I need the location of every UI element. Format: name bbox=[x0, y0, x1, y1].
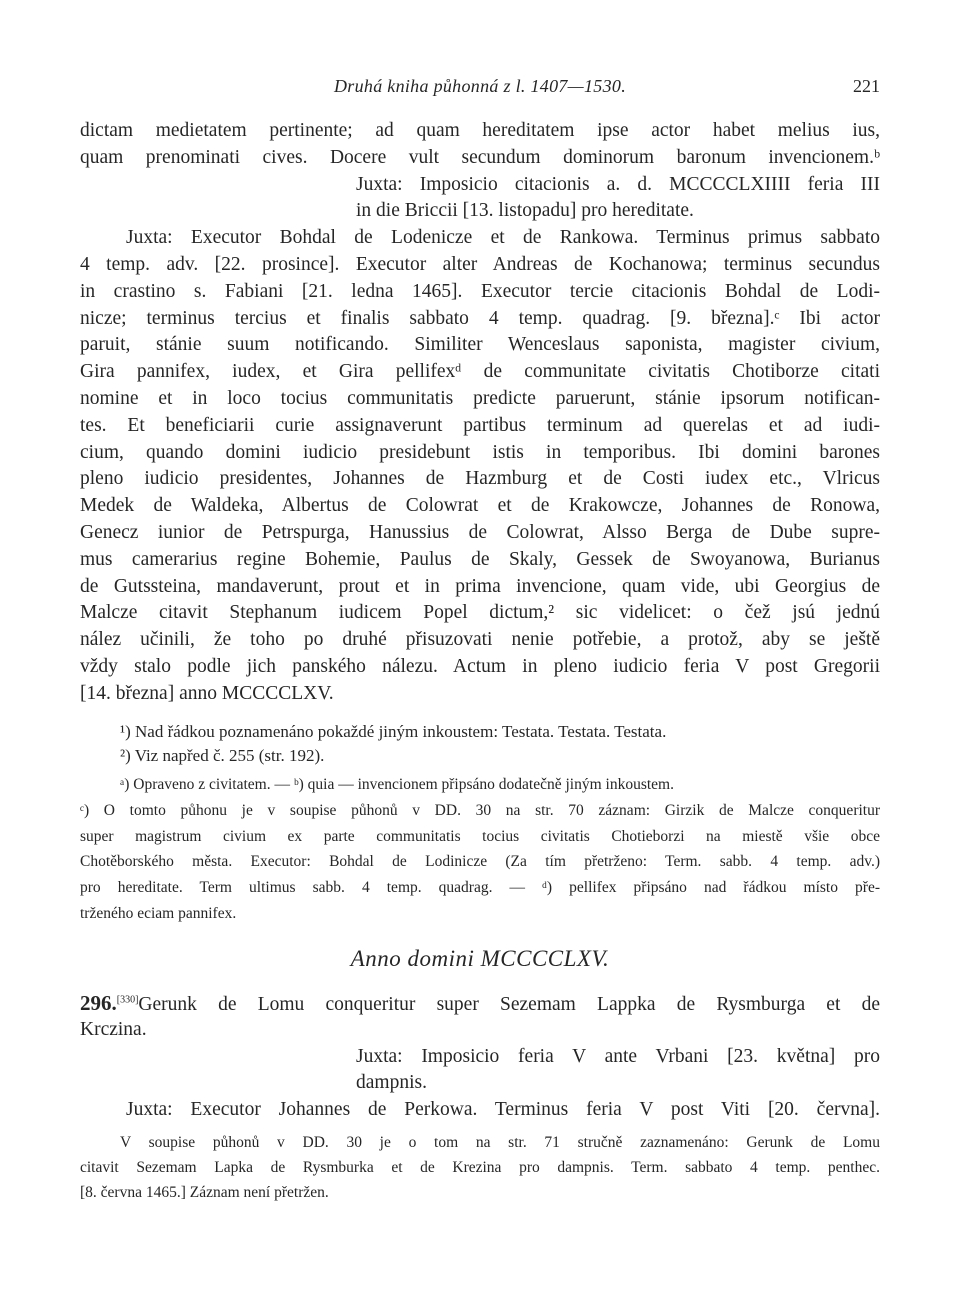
text-line: Gira pannifex, iudex, et Gira pellifexᵈ de communitate civitatis Chotiborze citati bbox=[80, 361, 880, 383]
text-line: in crastino s. Fabiani [21. ledna 1465]. Executor tercie citacionis Bohdal de Lodi- bbox=[80, 280, 880, 302]
text-line: vždy stalo podle jich panského nálezu. Actum in pleno iudicio feria V post Gregorii bbox=[80, 655, 880, 677]
text-line: Juxta: Imposicio feria V ante Vrbani [23. května] pro bbox=[356, 1045, 880, 1067]
entry-note-line: V soupise půhonů v DD. 30 je o tom na str. 71 stručně zaznamenáno: Gerunk de Lomu bbox=[120, 1134, 880, 1151]
text-line: dampnis. bbox=[356, 1072, 427, 1094]
text-line: nález učinili, že toho po druhé přisuzovati nenie potřebie, a protož, aby se ještě bbox=[80, 629, 880, 651]
text-line: in die Briccii [13. listopadu] pro hereditate. bbox=[356, 200, 694, 222]
text-line: nomine et in loco tocius communitatis predicte paruerunt, stánie ipsorum notifican- bbox=[80, 387, 880, 409]
text-line: quam prenominati cives. Docere vult secundum dominorum baronum invencionem.ᵇ bbox=[80, 146, 880, 168]
text-line: nicze; terminus tercius et finalis sabbato 4 temp. quadrag. [9. března].ᶜ Ibi actor bbox=[80, 307, 880, 329]
text-line: [14. března] anno MCCCCLXV. bbox=[80, 682, 334, 704]
text-line: Juxta: Executor Bohdal de Lodenicze et de Rankowa. Terminus primus sabbato bbox=[126, 227, 880, 249]
entry-number: 296. bbox=[80, 991, 117, 1015]
entry-text: Gerunk de Lomu conqueritur super Sezemam Lappka de Rysmburga et de bbox=[138, 994, 880, 1015]
page-number: 221 bbox=[853, 76, 880, 96]
text-line: mus camerarius regine Bohemie, Paulus de Skaly, Gessek de Swoyanowa, Burianus bbox=[80, 548, 880, 570]
critical-notes bbox=[80, 772, 880, 927]
critical-note-line: trženého eciam pannifex. bbox=[80, 904, 237, 922]
running-title: Druhá kniha půhonná z l. 1407—1530. bbox=[333, 76, 626, 96]
footnote: ¹) Nad řádkou poznamenáno pokaždé jiným inkoustem: Testata. Testata. Testata. bbox=[120, 722, 667, 741]
text-line: Juxta: Executor Johannes de Perkowa. Terminus feria V post Viti [20. června]. bbox=[126, 1099, 880, 1121]
text-line: paruit, stánie suum notificando. Similiter Wenceslaus saponista, magister civium, bbox=[80, 334, 880, 356]
text-line: Juxta: Imposicio citacionis a. d. MCCCCLXIIII feria III bbox=[356, 173, 880, 195]
text-line: de Gutssteina, mandaverunt, prout et in prima invencione, quam vide, ubi Georgius de bbox=[80, 575, 880, 597]
year-heading: Anno domini MCCCCLXV. bbox=[350, 946, 610, 971]
entry-note bbox=[80, 1130, 880, 1205]
text-line: dictam medietatem pertinente; ad quam hereditatem ipse actor habet melius ius, bbox=[80, 120, 880, 141]
entry-296 bbox=[80, 990, 880, 1124]
text-line: cium, quando domini iudicio presidebunt istis in temporibus. Ibi domini barones bbox=[80, 441, 880, 463]
page-header bbox=[80, 76, 880, 100]
main-text bbox=[80, 118, 880, 708]
text-line: Medek de Waldeka, Albertus de Colowrat et de Krakowcze, Johannes de Ronowa, bbox=[80, 495, 880, 517]
entry-first-line bbox=[80, 990, 880, 1017]
entry-note-line: citavit Sezemam Lapka de Rysmburka et de Krezina pro dampnis. Term. sabbato 4 temp. penthec. bbox=[80, 1159, 880, 1176]
entry-note-line: [8. června 1465.] Záznam není přetržen. bbox=[80, 1184, 329, 1201]
critical-note-line: pro hereditate. Term ultimus sabb. 4 temp. quadrag. — ᵈ) pellifex připsáno nad řádkou místo pře- bbox=[80, 879, 880, 897]
critical-note-line: super magistrum civium ex parte communitatis tocius civitatis Chotieborzi na miestě všie obce bbox=[80, 827, 880, 845]
footnote: ²) Viz napřed č. 255 (str. 192). bbox=[120, 746, 325, 765]
text-line: Malcze citavit Stephanum iudicem Popel dictum,² sic videlicet: o čež jsú jednú bbox=[80, 602, 880, 624]
numbered-footnotes bbox=[80, 720, 880, 768]
text-line: tes. Et beneficiarii curie assignaverunt partibus terminum ad querelas et ad iudi- bbox=[80, 414, 880, 436]
text-line: Krczina. bbox=[80, 1018, 147, 1040]
entry-ref: [330] bbox=[116, 994, 139, 1006]
text-line: 4 temp. adv. [22. prosince]. Executor alter Andreas de Kochanowa; terminus secundus bbox=[80, 253, 880, 275]
critical-note-line: ᵃ) Opraveno z civitatem. — ᵇ) quia — invencionem připsáno dodatečně jiným inkoustem. bbox=[120, 776, 674, 793]
text-line: Genecz iunior de Petrspurga, Hanussius de Colowrat, Alsso Berga de Dube supre- bbox=[80, 521, 880, 543]
text-line: pleno iudicio presidentes, Johannes de Hazmburg et de Costi iudex etc., Vlricus bbox=[80, 468, 880, 490]
critical-note-line: ᶜ) O tomto půhonu je v soupise půhonů v DD. 30 na str. 70 záznam: Girzik de Malcze conqueritur bbox=[80, 801, 880, 819]
critical-note-line: Chotěborského města. Executor: Bohdal de Lodinicze (Za tím přetrženo: Term. sabb. 4 temp. adv.) bbox=[80, 853, 880, 871]
